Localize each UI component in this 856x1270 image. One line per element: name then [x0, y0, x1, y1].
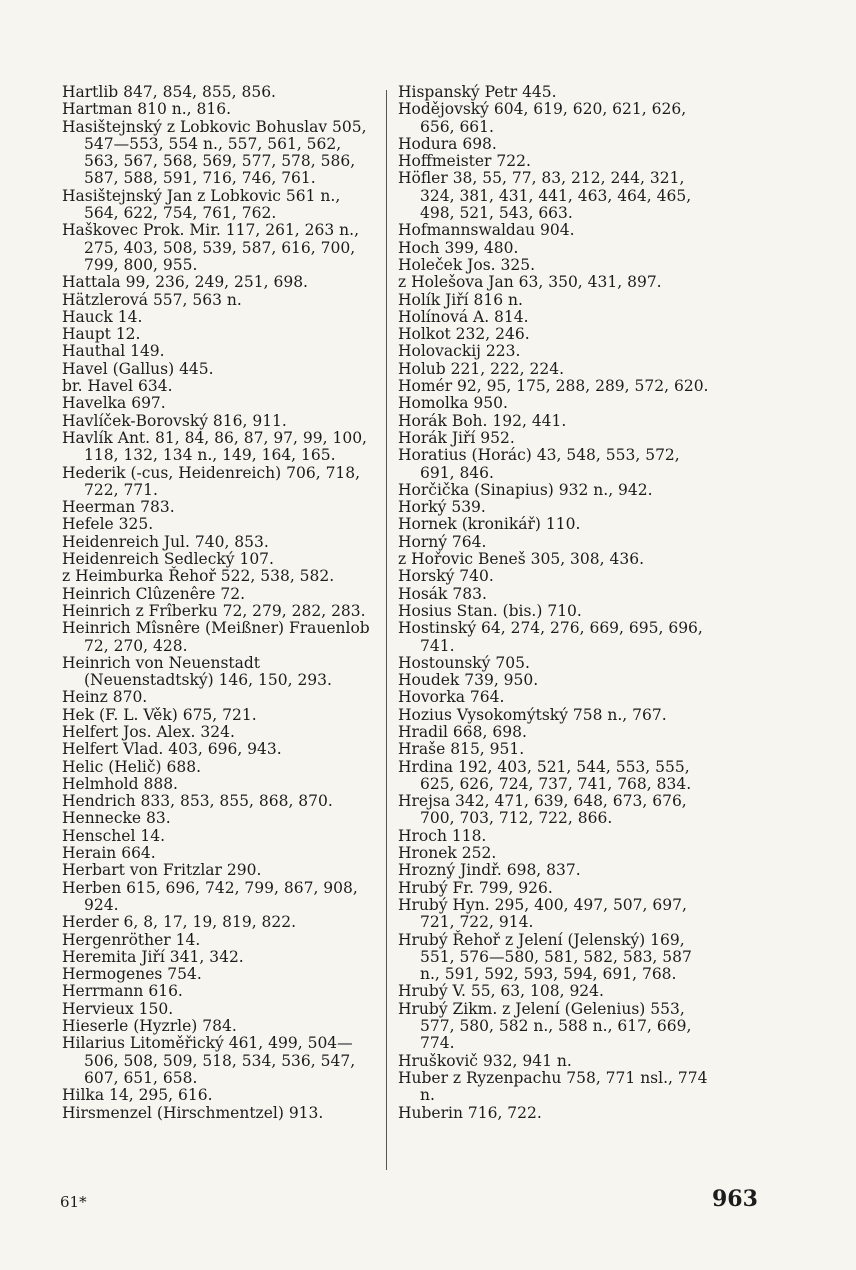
index-entry: Hilarius Litoměřický 461, 499, 504—506, 508, 509, 518, 534, 536, 547, 607, 651, 658.: [62, 1034, 356, 1087]
index-entry: Heerman 783.: [62, 498, 175, 517]
index-entry: Hraše 815, 951.: [398, 740, 525, 759]
index-entry: Hornek (kronikář) 110.: [398, 515, 581, 534]
index-entry: Heinz 870.: [62, 688, 148, 707]
index-entry: Hartman 810 n., 816.: [62, 100, 232, 119]
index-entry: Herbart von Fritzlar 290.: [62, 861, 262, 880]
index-entry: Hrubý V. 55, 63, 108, 924.: [398, 982, 604, 1001]
index-entry: Helfert Vlad. 403, 696, 943.: [62, 740, 282, 759]
index-entry: Homér 92, 95, 175, 288, 289, 572, 620.: [398, 377, 709, 396]
index-entry: Hattala 99, 236, 249, 251, 698.: [62, 273, 308, 292]
index-entry: Heinrich Mîsnêre (Meißner) Frauenlob 72, 270, 428.: [62, 619, 370, 655]
index-entry: Hruškovič 932, 941 n.: [398, 1051, 572, 1070]
index-entry: Heidenreich Jul. 740, 853.: [62, 532, 269, 551]
index-entry: Horák Boh. 192, 441.: [398, 411, 567, 430]
index-entry: Hek (F. L. Věk) 675, 721.: [62, 705, 257, 724]
index-entry: Hodějovský 604, 619, 620, 621, 626, 656, 661.: [398, 100, 687, 136]
index-entry: Helmhold 888.: [62, 774, 178, 793]
index-entry: Herrmann 616.: [62, 982, 183, 1001]
column-divider: [386, 90, 387, 1170]
index-column-left: [62, 84, 374, 1122]
index-entry: Heinrich von Neuenstadt (Neuenstadtský) 146, 150, 293.: [62, 653, 332, 690]
index-entry: Hrozný Jindř. 698, 837.: [398, 861, 581, 880]
index-entry: Hispanský Petr 445.: [398, 83, 557, 101]
index-entry: z Holešova Jan 63, 350, 431, 897.: [398, 273, 662, 292]
index-entry: z Hořovic Beneš 305, 308, 436.: [398, 550, 644, 569]
index-entry: Hostinský 64, 274, 276, 669, 695, 696, 741.: [398, 619, 703, 655]
index-entry: z Heimburka Řehoř 522, 538, 582.: [62, 567, 335, 586]
index-entry: Hilka 14, 295, 616.: [62, 1086, 213, 1105]
index-entry: Horný 764.: [398, 532, 487, 551]
index-entry: Hosák 783.: [398, 584, 487, 603]
index-entry: Havlík Ant. 81, 84, 86, 87, 97, 99, 100, 118, 132, 134 n., 149, 164, 165.: [62, 428, 367, 465]
index-entry: Horák Jiří 952.: [398, 428, 515, 447]
index-entry: Houdek 739, 950.: [398, 671, 539, 690]
index-entry: Hauthal 149.: [62, 342, 165, 361]
index-entry: Hoffmeister 722.: [398, 152, 531, 171]
index-entry: Havel (Gallus) 445.: [62, 359, 214, 378]
index-entry: Hauck 14.: [62, 307, 143, 326]
index-entry: Hozius Vysokomýtský 758 n., 767.: [398, 705, 667, 724]
index-entry: Huber z Ryzenpachu 758, 771 nsl., 774 n.: [398, 1068, 708, 1105]
index-entry: Holkot 232, 246.: [398, 325, 530, 344]
index-entry: Heidenreich Sedlecký 107.: [62, 550, 274, 569]
index-entry: Henschel 14.: [62, 826, 165, 845]
index-entry: Holík Jiří 816 n.: [398, 290, 523, 309]
index-entry: Heinrich z Frîberku 72, 279, 282, 283.: [62, 601, 366, 620]
index-entry: Hroch 118.: [398, 826, 487, 845]
index-entry: Hendrich 833, 853, 855, 868, 870.: [62, 792, 333, 811]
index-entry: Herain 664.: [62, 844, 156, 863]
index-entry: br. Havel 634.: [62, 377, 173, 396]
index-entry: Hrubý Hyn. 295, 400, 497, 507, 697, 721, 722, 914.: [398, 895, 687, 932]
index-entry: Hrubý Řehoř z Jelení (Jelenský) 169, 551, 576—580, 581, 582, 583, 587 n., 591, 592, 593, 594, 691, 768.: [398, 930, 692, 984]
index-entry: Holovackij 223.: [398, 342, 521, 361]
index-entry: Hederik (-cus, Heidenreich) 706, 718, 722, 771.: [62, 463, 361, 499]
index-entry: Hirsmenzel (Hirschmentzel) 913.: [62, 1103, 324, 1122]
index-entry: Hergenröther 14.: [62, 930, 201, 949]
index-entry: Herben 615, 696, 742, 799, 867, 908, 924.: [62, 878, 358, 914]
index-entry: Hasištejnský z Lobkovic Bohuslav 505, 547—553, 554 n., 557, 561, 562, 563, 567, 568, 569, 577, 578, 586, 587, 588, 591, 716, 746, 761.: [62, 117, 367, 188]
index-entry: Helfert Jos. Alex. 324.: [62, 722, 235, 741]
index-entry: Hradil 668, 698.: [398, 722, 527, 741]
index-entry: Hrejsa 342, 471, 639, 648, 673, 676, 700, 703, 712, 722, 866.: [398, 792, 687, 828]
index-entry: Hronek 252.: [398, 844, 497, 863]
index-entry: Hrubý Zikm. z Jelení (Gelenius) 553, 577, 580, 582 n., 588 n., 617, 669, 774.: [398, 999, 692, 1053]
index-entry: Herder 6, 8, 17, 19, 819, 822.: [62, 913, 297, 932]
index-entry: Höfler 38, 55, 77, 83, 212, 244, 321, 324, 381, 431, 441, 463, 464, 465, 498, 521, 543, 663.: [398, 169, 692, 223]
page-number: 963: [712, 1186, 758, 1212]
index-entry: Hoch 399, 480.: [398, 238, 519, 257]
index-entry: Hefele 325.: [62, 515, 154, 534]
index-entry: Hodura 698.: [398, 134, 497, 153]
index-entry: Heinrich Clûzenêre 72.: [62, 584, 246, 603]
index-entry: Hervieux 150.: [62, 999, 174, 1018]
index-entry: Horčička (Sinapius) 932 n., 942.: [398, 480, 653, 499]
index-entry: Holeček Jos. 325.: [398, 255, 536, 274]
index-entry: Holub 221, 222, 224.: [398, 359, 565, 378]
index-entry: Havlíček-Borovský 816, 911.: [62, 411, 287, 430]
index-entry: Hieserle (Hyzrle) 784.: [62, 1017, 237, 1036]
index-entry: Hosius Stan. (bis.) 710.: [398, 601, 582, 620]
index-entry: Haupt 12.: [62, 325, 141, 344]
index-entry: Hasištejnský Jan z Lobkovic 561 n., 564, 622, 754, 761, 762.: [62, 186, 341, 223]
index-entry: Horatius (Horác) 43, 548, 553, 572, 691, 846.: [398, 446, 680, 482]
index-entry: Holínová A. 814.: [398, 307, 529, 326]
index-entry: Hennecke 83.: [62, 809, 171, 828]
index-entry: Hrubý Fr. 799, 926.: [398, 878, 553, 897]
index-entry: Hostounský 705.: [398, 653, 530, 672]
index-entry: Helic (Helič) 688.: [62, 757, 202, 776]
index-column-right: [398, 84, 712, 1122]
index-entry: Horký 539.: [398, 498, 486, 517]
index-entry: Haškovec Prok. Mir. 117, 261, 263 n., 275, 403, 508, 539, 587, 616, 700, 799, 800, 955.: [62, 221, 360, 274]
index-entry: Huberin 716, 722.: [398, 1103, 542, 1122]
index-entry: Horský 740.: [398, 567, 494, 586]
printer-signature: 61*: [60, 1193, 87, 1211]
index-entry: Hofmannswaldau 904.: [398, 221, 575, 240]
index-entry: Hätzlerová 557, 563 n.: [62, 290, 242, 309]
index-entry: Hovorka 764.: [398, 688, 505, 707]
index-entry: Heremita Jiří 341, 342.: [62, 947, 244, 966]
index-entry: Homolka 950.: [398, 394, 508, 413]
index-entry: Havelka 697.: [62, 394, 166, 413]
index-entry: Hartlib 847, 854, 855, 856.: [62, 83, 276, 101]
index-entry: Hrdina 192, 403, 521, 544, 553, 555, 625, 626, 724, 737, 741, 768, 834.: [398, 757, 692, 793]
index-entry: Hermogenes 754.: [62, 965, 202, 984]
